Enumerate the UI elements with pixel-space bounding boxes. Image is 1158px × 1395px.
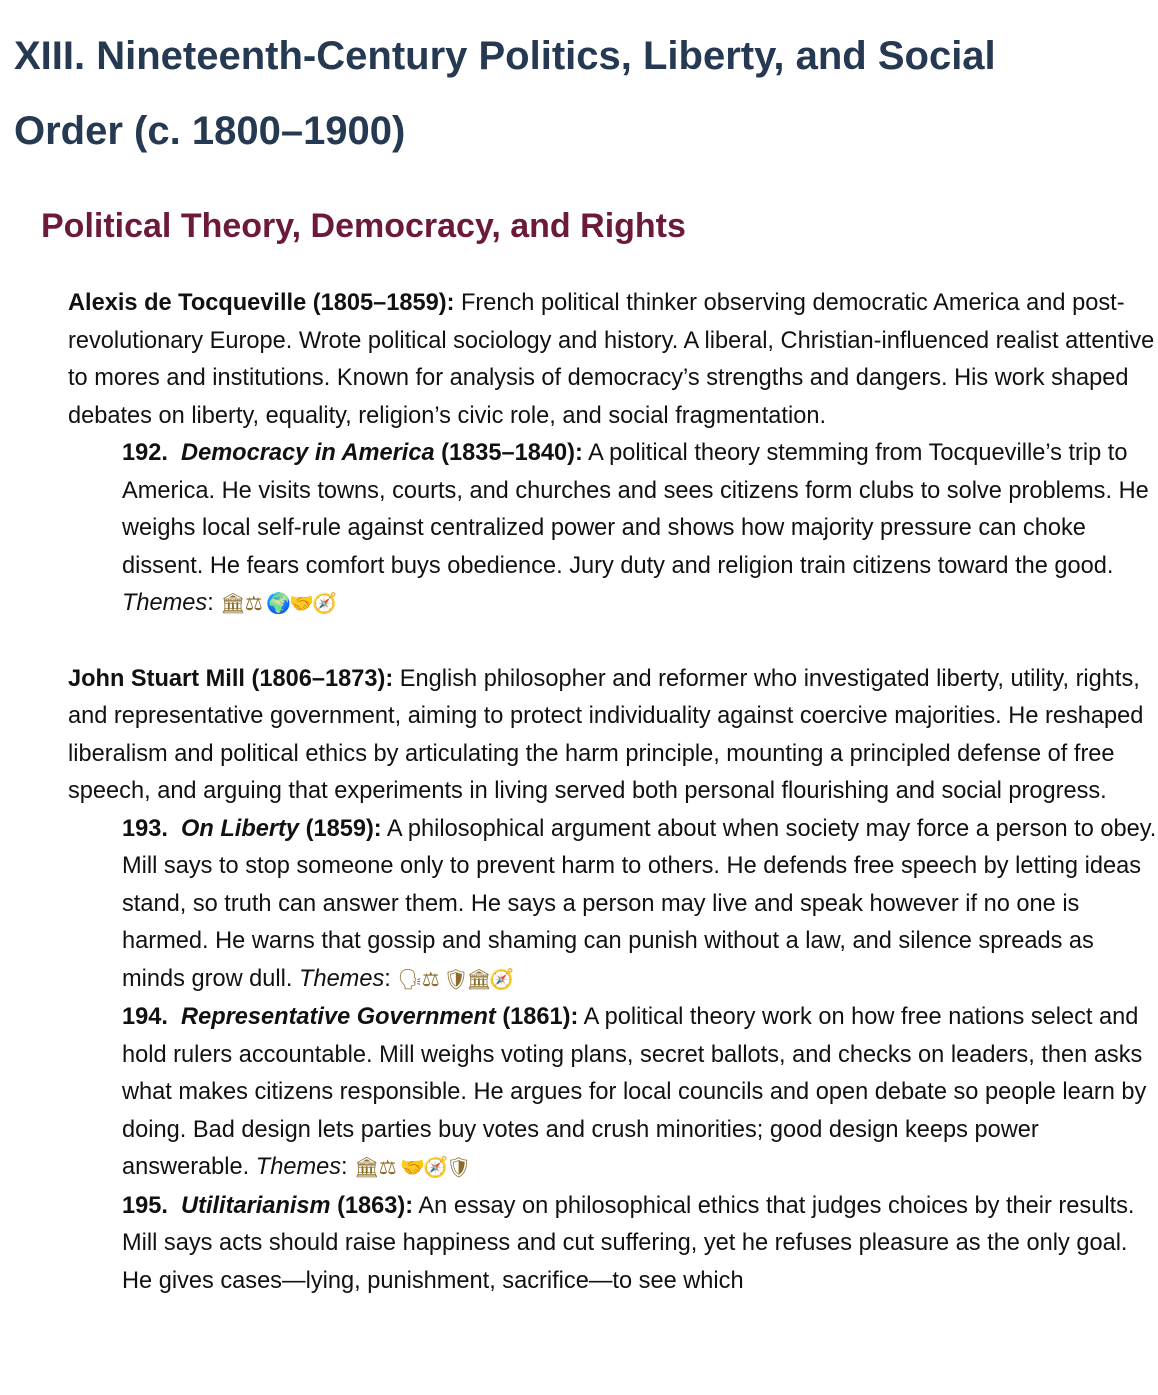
author-name: John Stuart Mill (1806–1873): <box>68 665 394 692</box>
work-item: 194. Representative Government (1861): A political theory work on how free nations select and hold rulers accountable. Mill weighs voting plans, secret ballots, and checks on leaders, then asks what makes citizens responsible. He argues for local councils and open debate so people learn by doing. Bad design lets parties buy votes and crush minorities; good design keeps power answerable. Themes: 🏛⚖🤝🧭🛡 <box>122 999 1158 1188</box>
work-description: A philosophical argument about when society may force a person to obey. Mill says to stop someone only to prevent harm to others. He defends free speech by letting ideas stand, so truth can answer them. He says a person may live and speak however if no one is harmed. He warns that gossip and shaming can punish without a law, and silence spreads as minds grow dull. <box>122 815 1157 992</box>
author-bio-paragraph <box>68 661 1158 811</box>
works-list <box>122 811 1158 1301</box>
author-bio: English philosopher and reformer who investigated liberty, utility, rights, and representative government, aiming to protect individuality against coercive majorities. He reshaped liberalism and political ethics by articulating the harm principle, mounting a principled defense of free speech, and arguing that experiments in living served both personal flourishing and social progress. <box>68 665 1144 804</box>
author-bio: French political thinker observing democratic America and post-revolutionary Europe. Wrote political sociology and history. A liberal, Christian-influenced realist attentive to mores and institutions. Known for analysis of democracy’s strengths and dangers. His work shaped debates on liberty, equality, religion’s civic role, and social fragmentation. <box>68 290 1155 429</box>
work-item <box>122 1188 1158 1301</box>
compass-icon: 🧭 <box>489 968 517 991</box>
section-title: Political Theory, Democracy, and Rights <box>41 207 686 245</box>
shield-icon: 🛡 <box>443 968 471 991</box>
work-date: (1859): <box>305 815 382 842</box>
institution-icon: 🏛 <box>220 593 248 615</box>
theme-icons <box>354 1157 474 1179</box>
works-list <box>122 435 1158 624</box>
work-title: On Liberty <box>181 815 300 842</box>
author-name: Alexis de Tocqueville (1805–1859): <box>68 290 455 316</box>
institution-icon: 🏛 <box>466 968 494 991</box>
work-date: (1861): <box>502 1004 579 1030</box>
work-title: Representative Government <box>181 1004 496 1030</box>
handshake-icon: 🤝 <box>400 1157 428 1179</box>
author-entry-mill <box>68 661 1158 1301</box>
work-description: A political theory stemming from Tocqueville’s trip to America. He visits towns, courts, and churches and sees citizens form clubs to solve problems. He weighs local self-rule against centralized power and shows how majority pressure can choke dissent. He fears comfort buys obedience. Jury duty and religion train citizens toward the good. <box>122 440 1149 579</box>
themes-label: Themes <box>122 590 208 616</box>
author-entry-tocqueville <box>68 285 1158 624</box>
work-number: 195. <box>122 1192 168 1219</box>
work-item: 192. Democracy in America (1835–1840): A political theory stemming from Tocqueville’s trip to America. He visits towns, courts, and churches and sees citizens form clubs to solve problems. He weighs local self-rule against centralized power and shows how majority pressure can choke dissent. He fears comfort buys obedience. Jury duty and religion train citizens toward the good. Themes: 🏛⚖🌍🤝🧭 <box>122 435 1158 624</box>
compass-icon: 🧭 <box>423 1157 451 1179</box>
work-number: 192. <box>122 440 168 466</box>
work-date: (1863): <box>337 1192 414 1219</box>
speaking-head-icon: 🗣 <box>397 968 425 991</box>
work-item: 193. On Liberty (1859): A philosophical argument about when society may force a person to obey. Mill says to stop someone only to prevent harm to others. He defends free speech by letting ideas stand, so truth can answer them. He says a person may live and speak however if no one is harmed. He warns that gossip and shaming can punish without a law, and silence spreads as minds grow dull. Themes: 🗣⚖🛡🏛🧭 <box>122 811 1158 1000</box>
themes-label: Themes <box>255 1154 342 1180</box>
chapter-title: XIII. Nineteenth-Century Politics, Liberty, and Social Order (c. 1800–1900) <box>14 34 996 153</box>
work-title: Democracy in America <box>181 440 435 466</box>
shield-icon: 🛡 <box>446 1157 474 1179</box>
compass-icon: 🧭 <box>312 593 340 615</box>
work-description: An essay on philosophical ethics that judges choices by their results. Mill says acts should raise happiness and cut suffering, yet he refuses pleasure as the only goal. He gives cases—lying, punishment, sacrifice—to see which <box>122 1192 1135 1294</box>
scales-icon: ⚖ <box>421 968 442 991</box>
scales-icon: ⚖ <box>378 1157 399 1179</box>
globe-icon: 🌍 <box>266 593 294 615</box>
theme-icons <box>220 593 340 615</box>
author-bio-paragraph <box>68 285 1158 435</box>
institution-icon: 🏛 <box>354 1157 382 1179</box>
theme-icons <box>397 968 517 991</box>
work-number: 193. <box>122 815 168 842</box>
work-title: Utilitarianism <box>181 1192 331 1219</box>
page <box>0 19 1158 1300</box>
themes-label: Themes <box>299 965 385 992</box>
work-description: A political theory work on how free nations select and hold rulers accountable. Mill weighs voting plans, secret ballots, and checks on leaders, then asks what makes citizens responsible. He argues for local councils and open debate so people learn by doing. Bad design lets parties buy votes and crush minorities; good design keeps power answerable. <box>122 1004 1147 1180</box>
handshake-icon: 🤝 <box>289 593 317 615</box>
work-date: (1835–1840): <box>441 440 583 466</box>
work-number: 194. <box>122 1004 168 1030</box>
scales-icon: ⚖ <box>244 593 265 615</box>
